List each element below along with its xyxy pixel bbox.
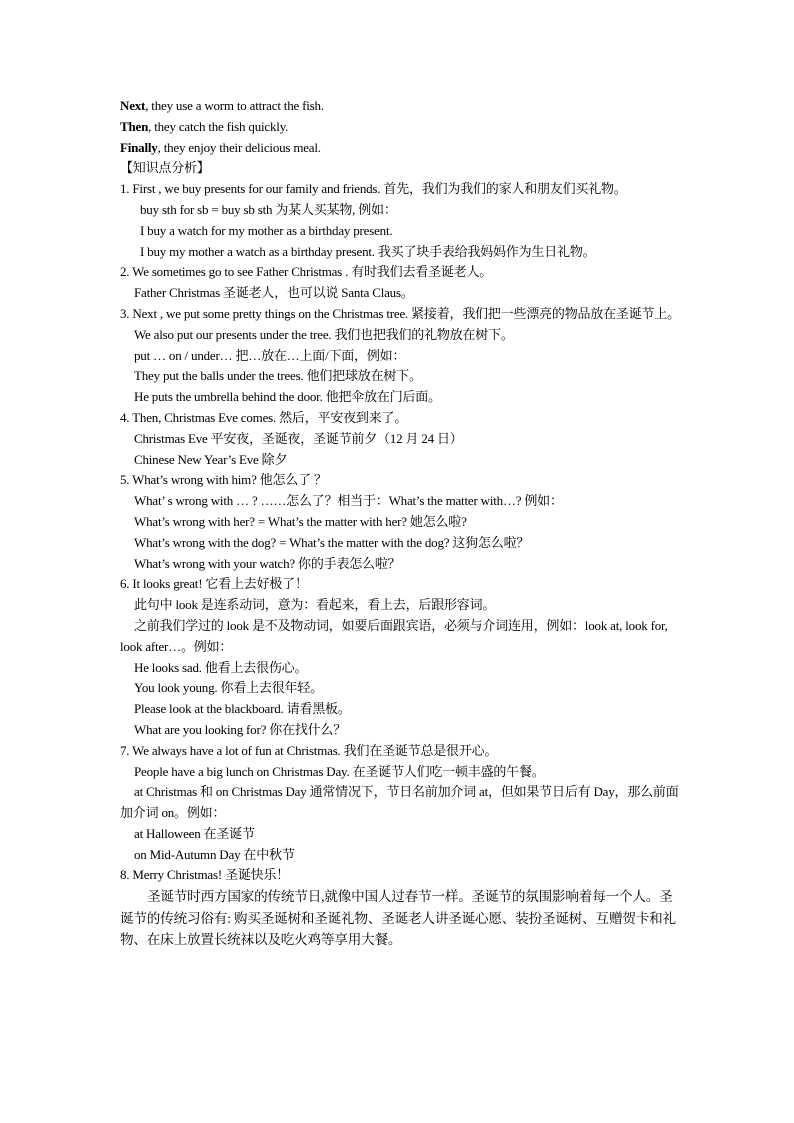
- item-5-line-4: What’s wrong with your watch? 你的手表怎么啦？: [134, 555, 401, 571]
- item-3-line-3: They put the balls under the trees. 他们把球放在树下。: [134, 368, 422, 384]
- intro-lead-finally: Finally: [120, 139, 158, 155]
- intro-text-next: , they use a worm to attract the fish.: [145, 98, 324, 113]
- item-5-line-1: What’ s wrong with … ? ……怎么了？相当于：What’s the matter with…? 例如：: [134, 493, 563, 509]
- item-1-title: 1. First , we buy presents for our family and friends. 首先，我们为我们的家人和朋友们买礼物。: [120, 181, 627, 197]
- item-7-line-1: People have a big lunch on Christmas Day. 在圣诞节人们吃一顿丰盛的午餐。: [134, 763, 545, 779]
- item-6-title: 6. It looks great! 它看上去好极了！: [120, 576, 308, 592]
- item-2-line-1: Father Christmas 圣诞老人，也可以说 Santa Claus。: [134, 285, 414, 301]
- item-3-line-1: We also put our presents under the tree. 我们也把我们的礼物放在树下。: [134, 326, 514, 342]
- item-3-line-4: He puts the umbrella behind the door. 他把伞放在门后面。: [134, 389, 441, 405]
- item-3-line-2: put … on / under… 把…放在…上面/下面，例如：: [134, 347, 406, 363]
- item-8-title: 8. Merry Christmas! 圣诞快乐！: [120, 867, 290, 883]
- item-4-title: 4. Then, Christmas Eve comes. 然后，平安夜到来了。: [120, 409, 408, 425]
- item-7-line-4: on Mid-Autumn Day 在中秋节: [134, 846, 295, 862]
- intro-lead-then: Then: [120, 118, 149, 134]
- item-1-line-1: buy sth for sb = buy sb sth 为某人买某物, 例如：: [140, 201, 397, 217]
- intro-line-finally: [120, 138, 680, 159]
- intro-line-then: [120, 117, 680, 138]
- item-6-line-4: You look young. 你看上去很年轻。: [134, 680, 323, 696]
- item-8-paragraph: 圣诞节时西方国家的传统节日,就像中国人过春节一样。圣诞节的氛围影响着每一个人。圣诞节的传统习俗有: 购买圣诞树和圣诞礼物、圣诞老人讲圣诞心愿、装扮圣诞树、互赠贺卡和礼物、在床上放置长统袜以及吃火鸡等享用大餐。: [120, 889, 676, 948]
- item-6-line-1: 此句中 look 是连系动词，意为：看起来，看上去，后跟形容词。: [134, 597, 496, 613]
- item-7-line-2: at Christmas 和 on Christmas Day 通常情况下，节日名前加介词 at，但如果节日后有 Day，那么前面加介词 on。例如：: [120, 784, 679, 821]
- intro-lead-next: Next: [120, 98, 146, 113]
- section-heading: 【知识点分析】: [120, 160, 210, 176]
- item-1-line-2: I buy a watch for my mother as a birthday present.: [140, 222, 393, 238]
- item-4-line-1: Christmas Eve 平安夜，圣诞夜，圣诞节前夕（12 月 24 日）: [134, 430, 463, 446]
- item-6-line-6: What are you looking for? 你在找什么？: [134, 721, 347, 737]
- item-1-line-3: I buy my mother a watch as a birthday present. 我买了块手表给我妈妈作为生日礼物。: [140, 243, 596, 259]
- intro-line-next: [120, 96, 680, 117]
- item-6-line-3: He looks sad. 他看上去很伤心。: [134, 659, 308, 675]
- document-body: [120, 96, 680, 951]
- item-7-title: 7. We always have a lot of fun at Christmas. 我们在圣诞节总是很开心。: [120, 742, 498, 758]
- item-5-line-3: What’s wrong with the dog? = What’s the matter with the dog? 这狗怎么啦？: [134, 534, 530, 550]
- item-3-title: 3. Next , we put some pretty things on the Christmas tree. 紧接着，我们把一些漂亮的物品放在圣诞节上。: [120, 305, 680, 321]
- item-6-line-5: Please look at the blackboard. 请看黑板。: [134, 701, 351, 717]
- intro-text-finally: , they enjoy their delicious meal.: [157, 139, 321, 155]
- item-5-line-2: What’s wrong with her? = What’s the matter with her? 她怎么啦?: [134, 513, 467, 529]
- item-7-line-3: at Halloween 在圣诞节: [134, 825, 255, 841]
- item-4-line-2: Chinese New Year’s Eve 除夕: [134, 451, 288, 467]
- intro-text-then: , they catch the fish quickly.: [148, 118, 289, 134]
- item-5-title: 5. What’s wrong with him? 他怎么了 ？: [120, 472, 327, 488]
- item-6-line-2: 之前我们学过的 look 是不及物动词，如要后面跟宾语，必须与介词连用，例如：look at, look for, look after…。例如：: [120, 617, 668, 654]
- item-2-title: 2. We sometimes go to see Father Christmas . 有时我们去看圣诞老人。: [120, 264, 493, 280]
